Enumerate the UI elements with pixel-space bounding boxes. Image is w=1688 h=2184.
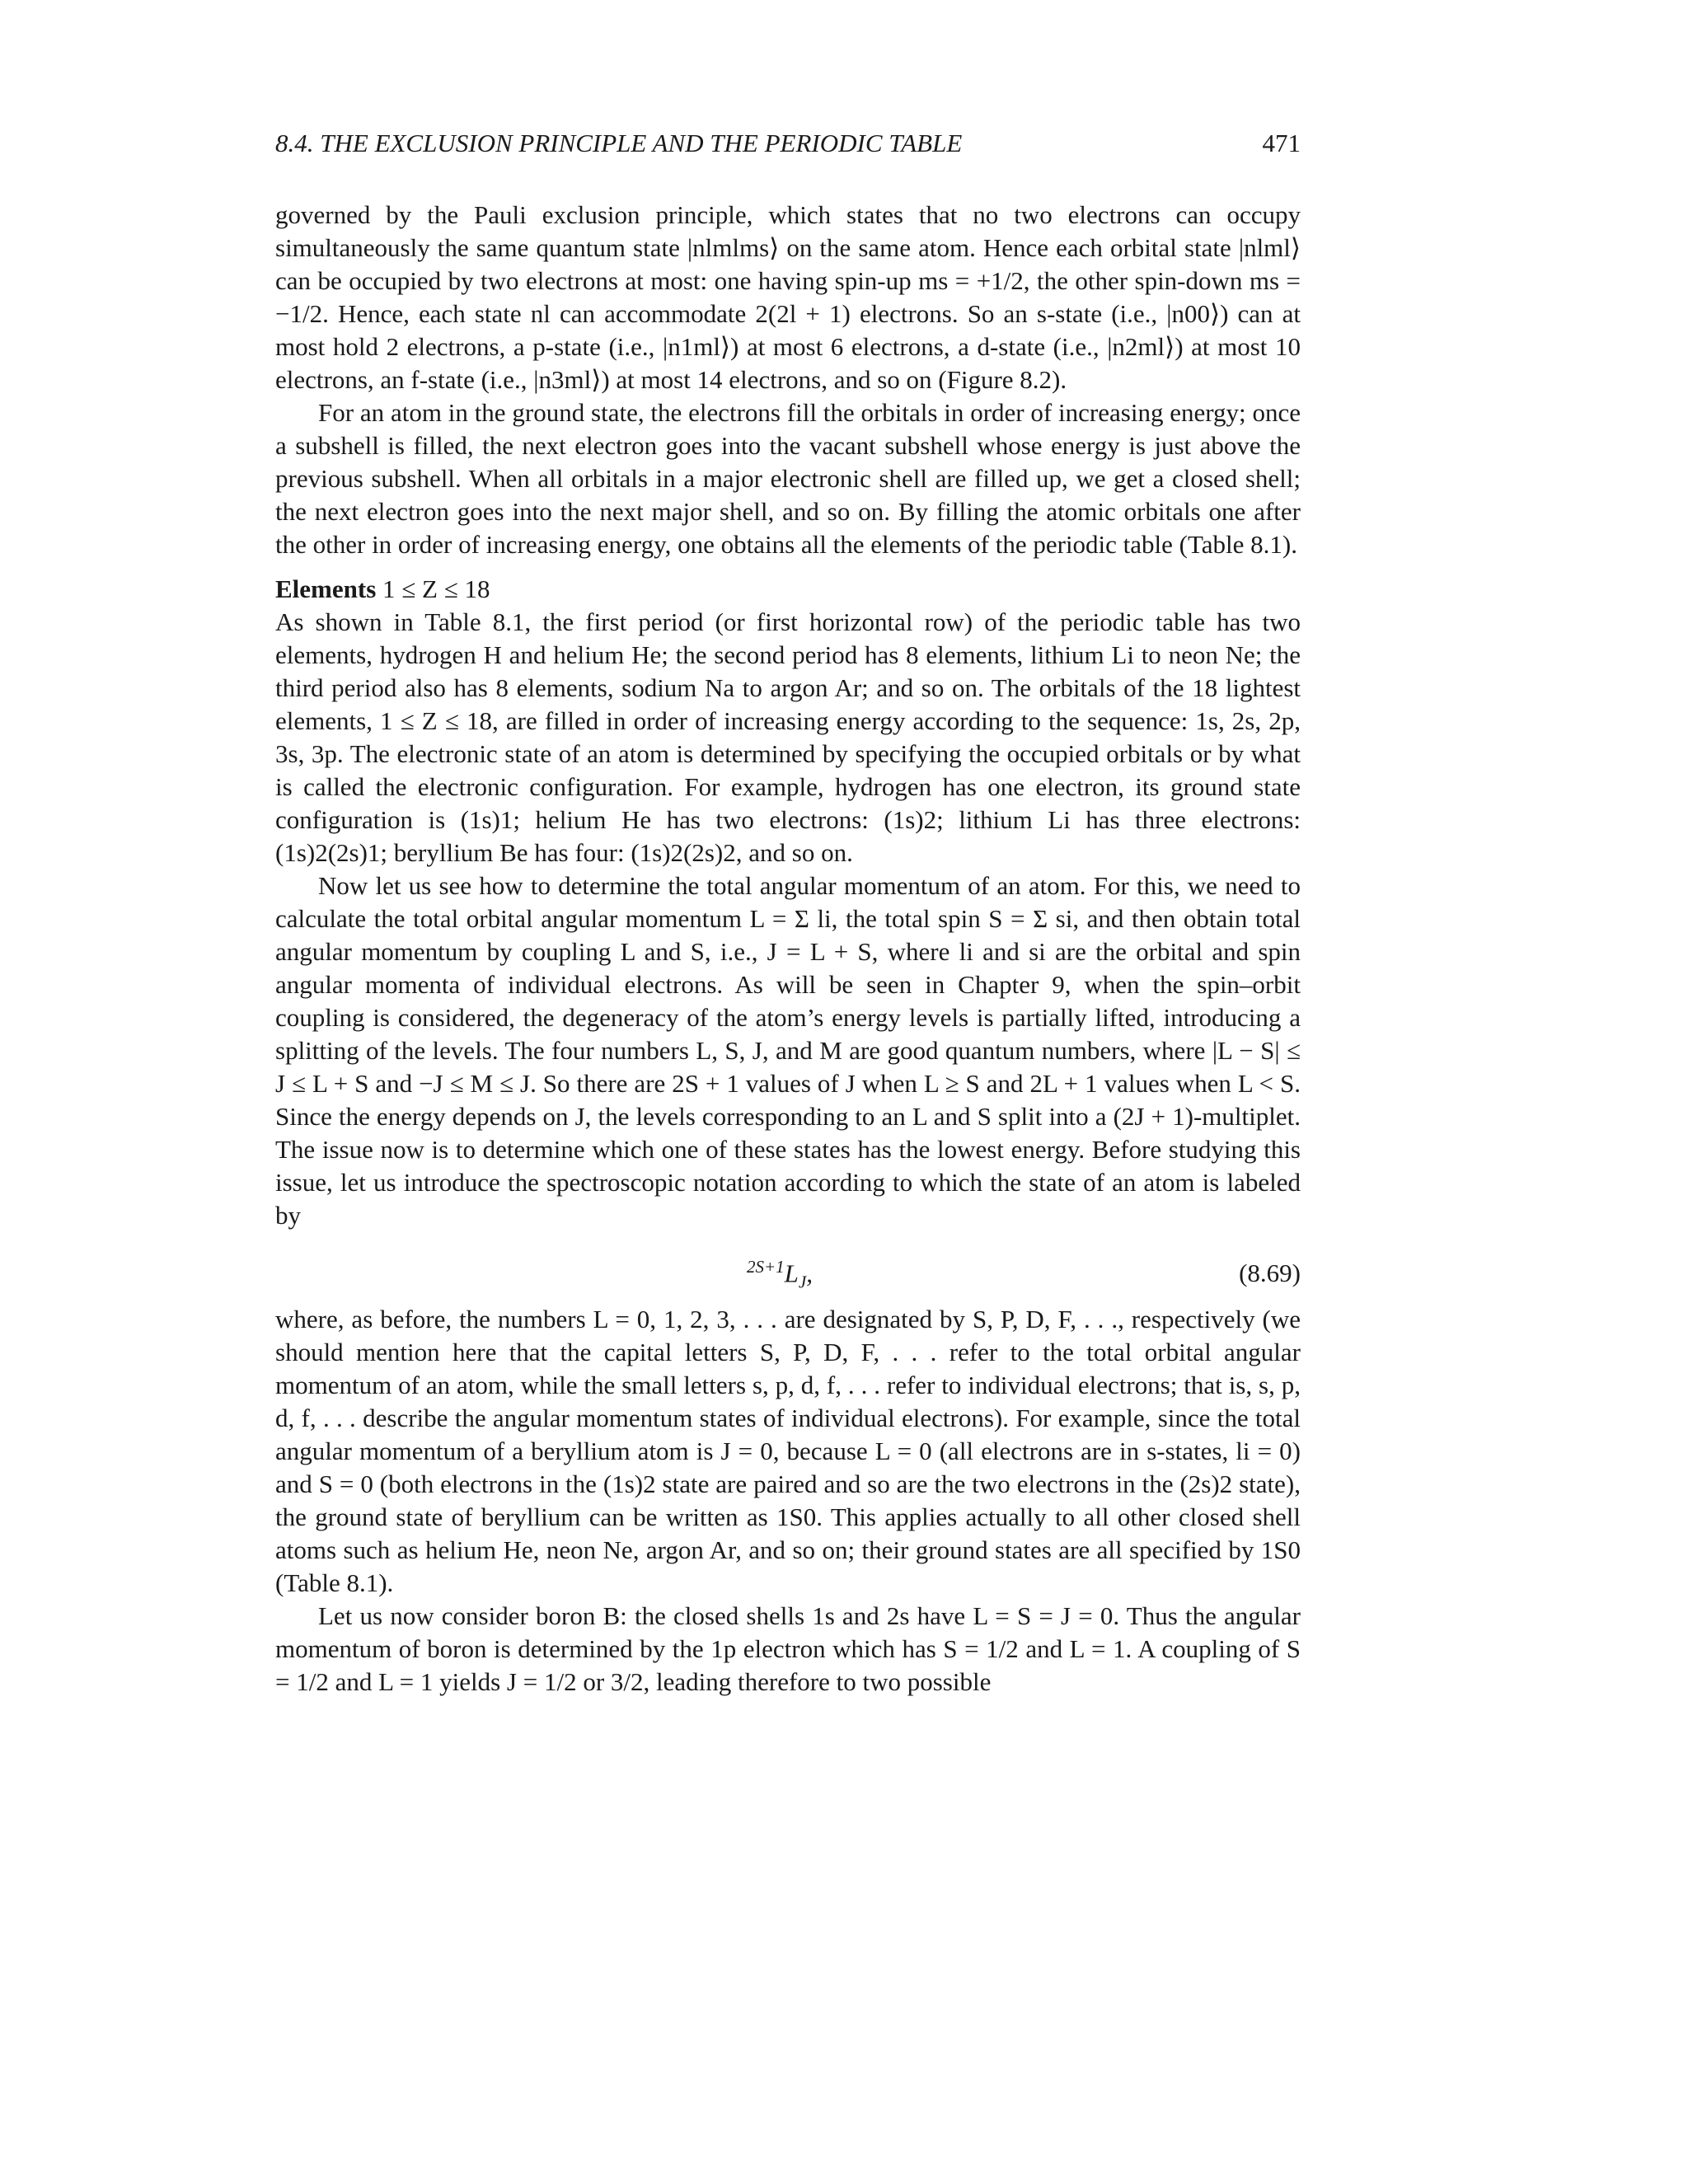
- equation-expression: [747, 1250, 813, 1299]
- equation-trail: ,: [806, 1258, 813, 1288]
- equation-number: (8.69): [1239, 1258, 1301, 1287]
- body-text: [275, 199, 1301, 1699]
- running-head: [275, 125, 1301, 162]
- paragraph-orbital-filling: For an atom in the ground state, the electrons fill the orbitals in order of increasing energy; once a subshell is filled, the next electron goes into the vacant subshell whose energy is just above the previous subshell. When all orbitals in a major electronic shell are filled up, we get a closed shell; the next electron goes into the next major shell, and so on. By filling the atomic orbitals one after the other in order of increasing energy, one obtains all the elements of the periodic table (Table 8.1).: [275, 398, 1301, 559]
- equation-8-69: [275, 1232, 1301, 1303]
- section-heading-range: 1 ≤ Z ≤ 18: [382, 574, 490, 603]
- section-heading: [275, 573, 1301, 606]
- paragraph-angular-momentum: Now let us see how to determine the total angular momentum of an atom. For this, we need to calculate the total orbital angular momentum L = Σ li, the total spin S = Σ si, and then obtain total angular momentum by coupling L and S, i.e., J = L + S, where li and si are the orbital and spin angular momenta of individual electrons. As will be seen in Chapter 9, when the spin–orbit coupling is considered, the degeneracy of the atom’s energy levels is partially lifted, introducing a splitting of the levels. The four numbers L, S, J, and M are good quantum numbers, where |L − S| ≤ J ≤ L + S and −J ≤ M ≤ J. So there are 2S + 1 values of J when L ≥ S and 2L + 1 values when L < S. Since the energy depends on J, the levels corresponding to an L and S split into a (2J + 1)-multiplet. The issue now is to determine which one of these states has the lowest energy. Before studying this issue, let us introduce the spectroscopic notation according to which the state of an atom is labeled by: [275, 871, 1301, 1230]
- section-heading-label: Elements: [275, 574, 377, 603]
- equation-superscript: 2S+1: [747, 1257, 785, 1277]
- equation-symbol: L: [784, 1258, 799, 1288]
- paragraph-periods: As shown in Table 8.1, the first period (or first horizontal row) of the periodic table has two elements, hydrogen H and helium He; the second period has 8 elements, lithium Li to neon Ne; the third period also has 8 elements, sodium Na to argon Ar; and so on. The orbitals of the 18 lightest elements, 1 ≤ Z ≤ 18, are filled in order of increasing energy according to the sequence: 1s, 2s, 2p, 3s, 3p. The electronic state of an atom is determined by specifying the occupied orbitals or by what is called the electronic configuration. For example, hydrogen has one electron, its ground state configuration is (1s)1; helium He has two electrons: (1s)2; lithium Li has three electrons: (1s)2(2s)1; beryllium Be has four: (1s)2(2s)2, and so on.: [275, 607, 1301, 867]
- equation-subscript: J: [798, 1272, 807, 1292]
- paragraph-spectroscopic-notation: where, as before, the numbers L = 0, 1, 2, 3, . . . are designated by S, P, D, F, . . ., respectively (we should mention here that the capital letters S, P, D, F, . . . refer to the total orbital angular momentum of an atom, while the small letters s, p, d, f, . . . refer to individual electrons; that is, s, p, d, f, . . . describe the angular momentum states of individual electrons). For example, since the total angular momentum of a beryllium atom is J = 0, because L = 0 (all electrons are in s-states, li = 0) and S = 0 (both electrons in the (1s)2 state are paired and so are the two electrons in the (2s)2 state), the ground state of beryllium can be written as 1S0. This applies actually to all other closed shell atoms such as helium He, neon Ne, argon Ar, and so on; their ground states are all specified by 1S0 (Table 8.1).: [275, 1305, 1301, 1597]
- paragraph-boron: Let us now consider boron B: the closed shells 1s and 2s have L = S = J = 0. Thus the angular momentum of boron is determined by the 1p electron which has S = 1/2 and L = 1. A coupling of S = 1/2 and L = 1 yields J = 1/2 or 3/2, leading therefore to two possible: [275, 1601, 1301, 1696]
- running-head-title: 8.4. THE EXCLUSION PRINCIPLE AND THE PERIODIC TABLE: [275, 129, 963, 157]
- paragraph-pauli-principle: governed by the Pauli exclusion principle, which states that no two electrons can occupy simultaneously the same quantum state |nlmlms⟩ on the same atom. Hence each orbital state |nlml⟩ can be occupied by two electrons at most: one having spin-up ms = +1/2, the other spin-down ms = −1/2. Hence, each state nl can accommodate 2(2l + 1) electrons. So an s-state (i.e., |n00⟩) can at most hold 2 electrons, a p-state (i.e., |n1ml⟩) at most 6 electrons, a d-state (i.e., |n2ml⟩) at most 10 electrons, an f-state (i.e., |n3ml⟩) at most 14 electrons, and so on (Figure 8.2).: [275, 200, 1301, 394]
- page-number: 471: [1262, 129, 1301, 157]
